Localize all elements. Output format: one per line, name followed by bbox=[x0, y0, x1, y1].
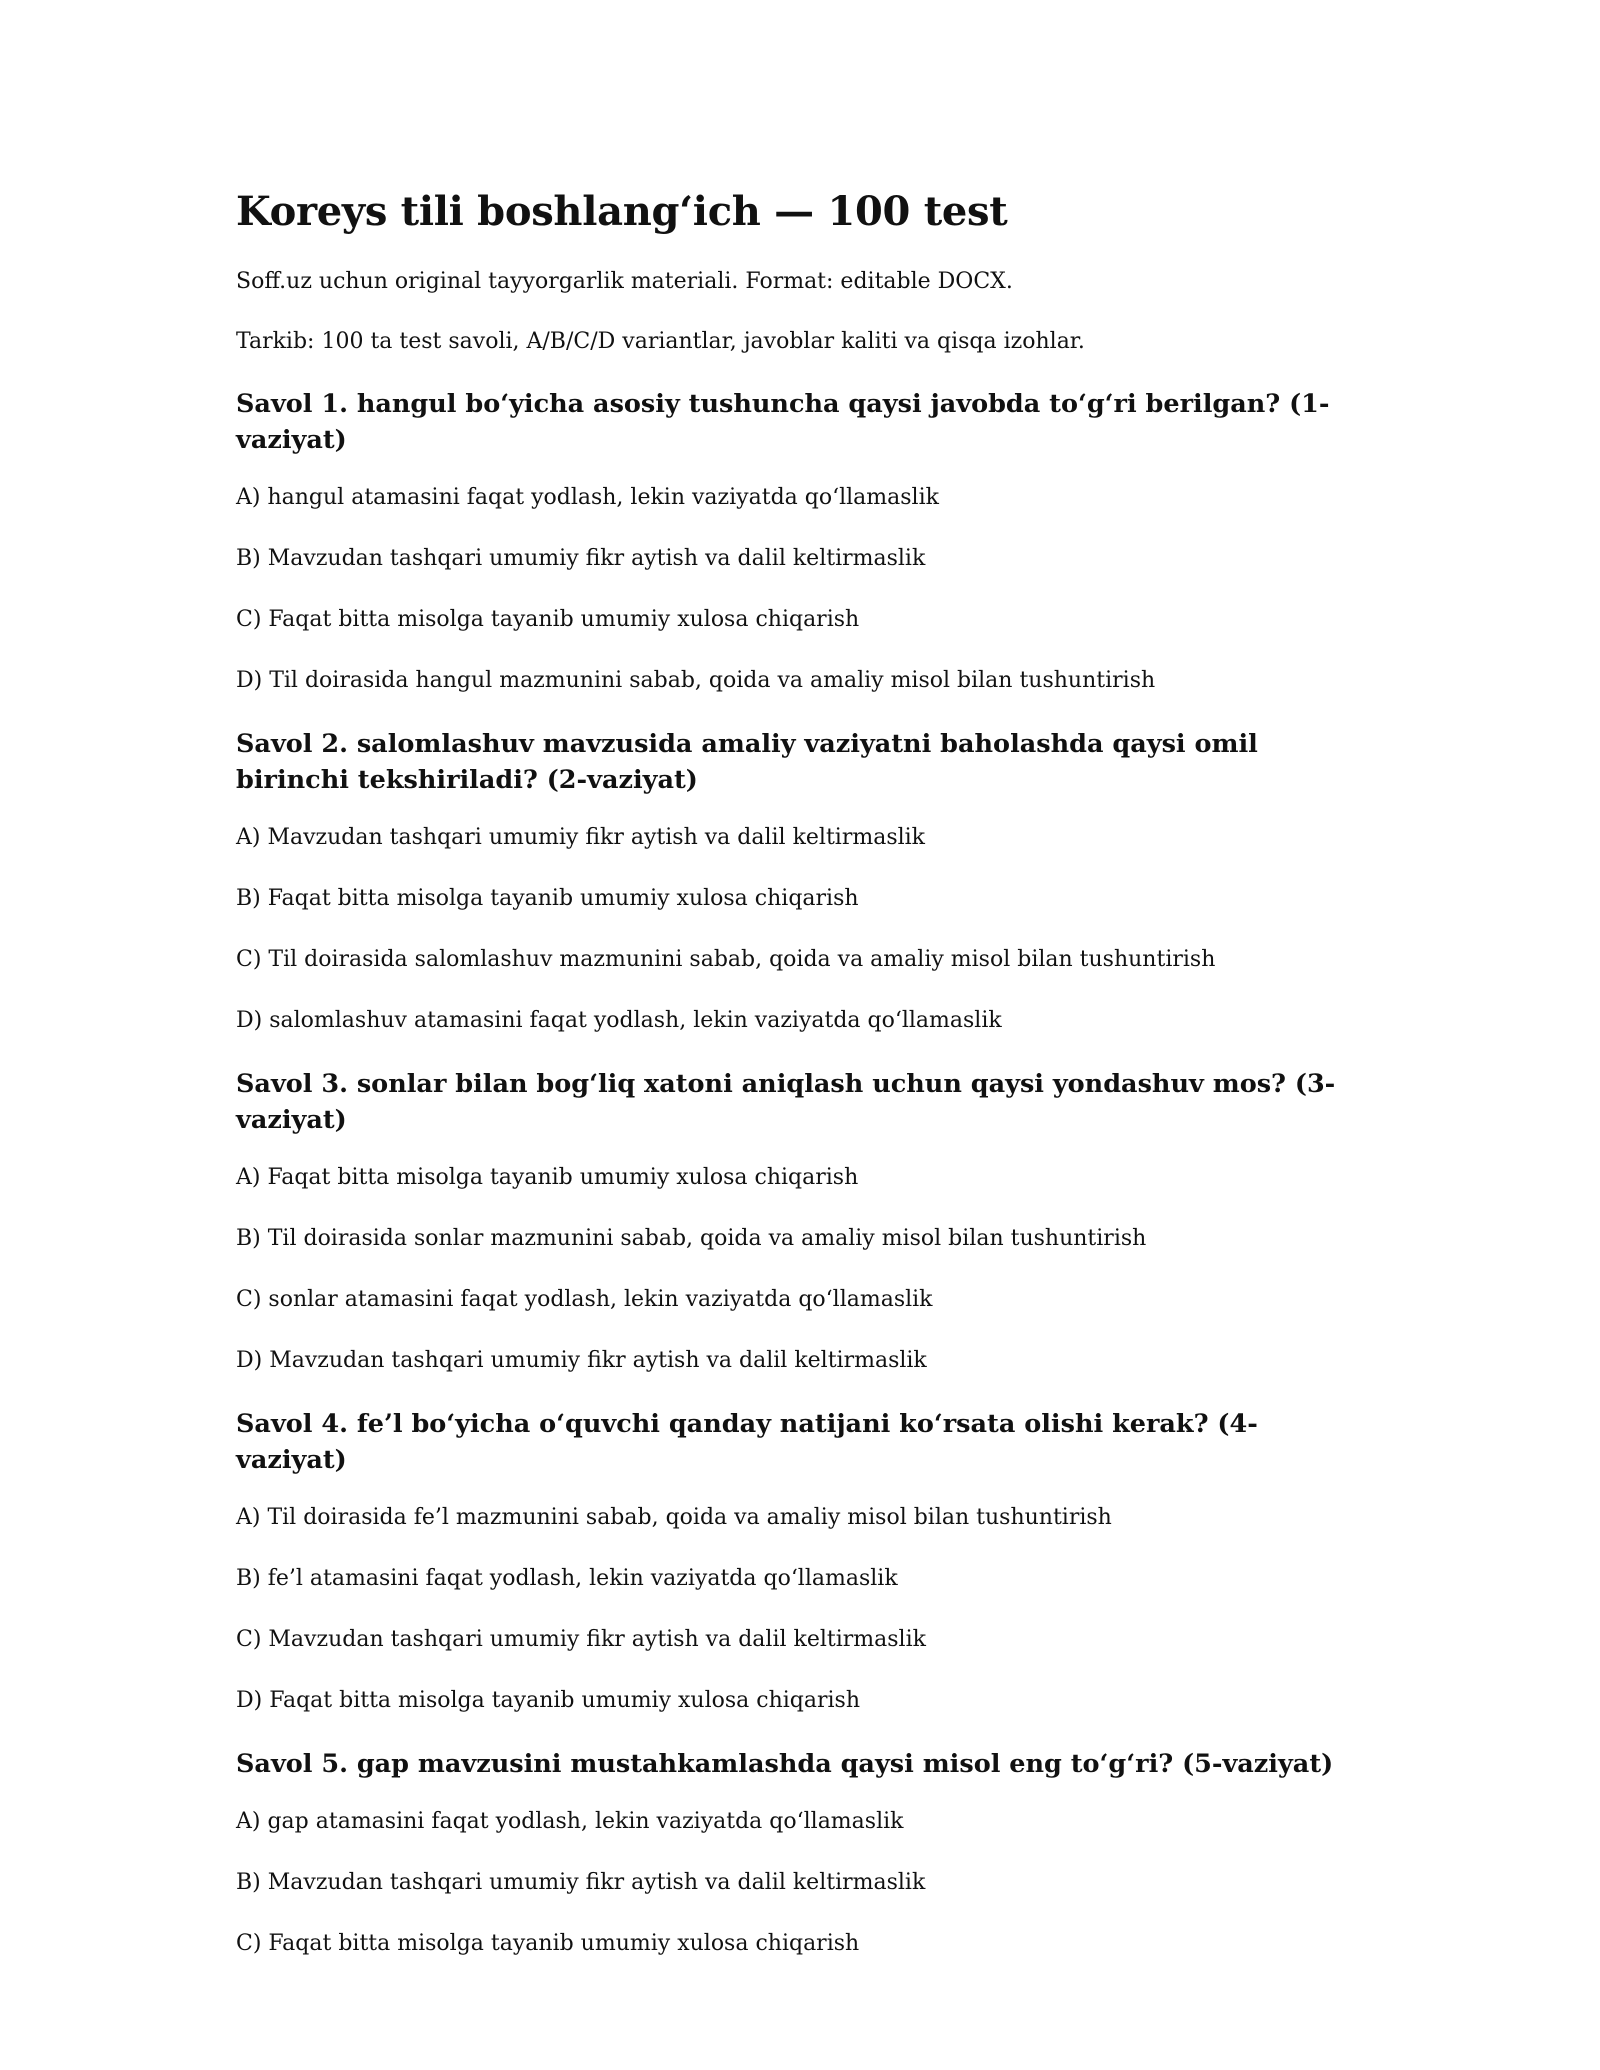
question-block bbox=[236, 386, 1376, 697]
answer-option: A) gap atamasini faqat yodlash, lekin vaziyatda qo‘llamaslik bbox=[236, 1809, 904, 1834]
question-block bbox=[236, 1066, 1376, 1377]
answer-option: D) Mavzudan tashqari umumiy fikr aytish va dalil keltirmaslik bbox=[236, 1348, 927, 1373]
answer-option: A) Til doirasida fe’l mazmunini sabab, qoida va amaliy misol bilan tushuntirish bbox=[236, 1505, 1112, 1530]
question-text: Savol 1. hangul bo‘yicha asosiy tushuncha qaysi javobda to‘g‘ri berilgan? (1-vaziyat) bbox=[236, 389, 1330, 455]
answer-option: A) Mavzudan tashqari umumiy fikr aytish va dalil keltirmaslik bbox=[236, 825, 926, 850]
answer-option: B) Faqat bitta misolga tayanib umumiy xulosa chiqarish bbox=[236, 886, 859, 911]
question-block bbox=[236, 1746, 1376, 1960]
intro-paragraph: Tarkib: 100 ta test savoli, A/B/C/D variantlar, javoblar kaliti va qisqa izohlar. bbox=[236, 329, 1085, 354]
intro-paragraph: Soff.uz uchun original tayyorgarlik materiali. Format: editable DOCX. bbox=[236, 269, 1013, 294]
answer-option: A) hangul atamasini faqat yodlash, lekin vaziyatda qo‘llamaslik bbox=[236, 485, 939, 510]
answer-option: C) Faqat bitta misolga tayanib umumiy xulosa chiqarish bbox=[236, 607, 860, 632]
question-text: Savol 4. fe’l bo‘yicha o‘quvchi qanday natijani ko‘rsata olishi kerak? (4-vaziyat) bbox=[236, 1409, 1258, 1475]
document-title: Koreys tili boshlang‘ich — 100 test bbox=[236, 188, 1008, 235]
answer-option: D) Til doirasida hangul mazmunini sabab, qoida va amaliy misol bilan tushuntirish bbox=[236, 668, 1156, 693]
question-text: Savol 5. gap mavzusini mustahkamlashda qaysi misol eng to‘g‘ri? (5-vaziyat) bbox=[236, 1749, 1334, 1779]
document-page bbox=[236, 186, 1376, 1960]
answer-option: B) Mavzudan tashqari umumiy fikr aytish va dalil keltirmaslik bbox=[236, 546, 926, 571]
answer-option: A) Faqat bitta misolga tayanib umumiy xulosa chiqarish bbox=[236, 1165, 859, 1190]
answer-option: C) Faqat bitta misolga tayanib umumiy xulosa chiqarish bbox=[236, 1931, 860, 1956]
answer-option: B) Til doirasida sonlar mazmunini sabab, qoida va amaliy misol bilan tushuntirish bbox=[236, 1226, 1147, 1251]
answer-option: C) Mavzudan tashqari umumiy fikr aytish va dalil keltirmaslik bbox=[236, 1627, 926, 1652]
question-text: Savol 3. sonlar bilan bog‘liq xatoni aniqlash uchun qaysi yondashuv mos? (3-vaziyat) bbox=[236, 1069, 1336, 1135]
answer-option: B) Mavzudan tashqari umumiy fikr aytish va dalil keltirmaslik bbox=[236, 1870, 926, 1895]
answer-option: C) Til doirasida salomlashuv mazmunini sabab, qoida va amaliy misol bilan tushuntirish bbox=[236, 947, 1216, 972]
answer-option: D) Faqat bitta misolga tayanib umumiy xulosa chiqarish bbox=[236, 1688, 861, 1713]
question-block bbox=[236, 726, 1376, 1037]
answer-option: D) salomlashuv atamasini faqat yodlash, lekin vaziyatda qo‘llamaslik bbox=[236, 1008, 1002, 1033]
answer-option: B) fe’l atamasini faqat yodlash, lekin vaziyatda qo‘llamaslik bbox=[236, 1566, 898, 1591]
answer-option: C) sonlar atamasini faqat yodlash, lekin vaziyatda qo‘llamaslik bbox=[236, 1287, 933, 1312]
question-block bbox=[236, 1406, 1376, 1717]
question-text: Savol 2. salomlashuv mavzusida amaliy vaziyatni baholashda qaysi omil birinchi tekshiriladi? (2-vaziyat) bbox=[236, 729, 1258, 795]
